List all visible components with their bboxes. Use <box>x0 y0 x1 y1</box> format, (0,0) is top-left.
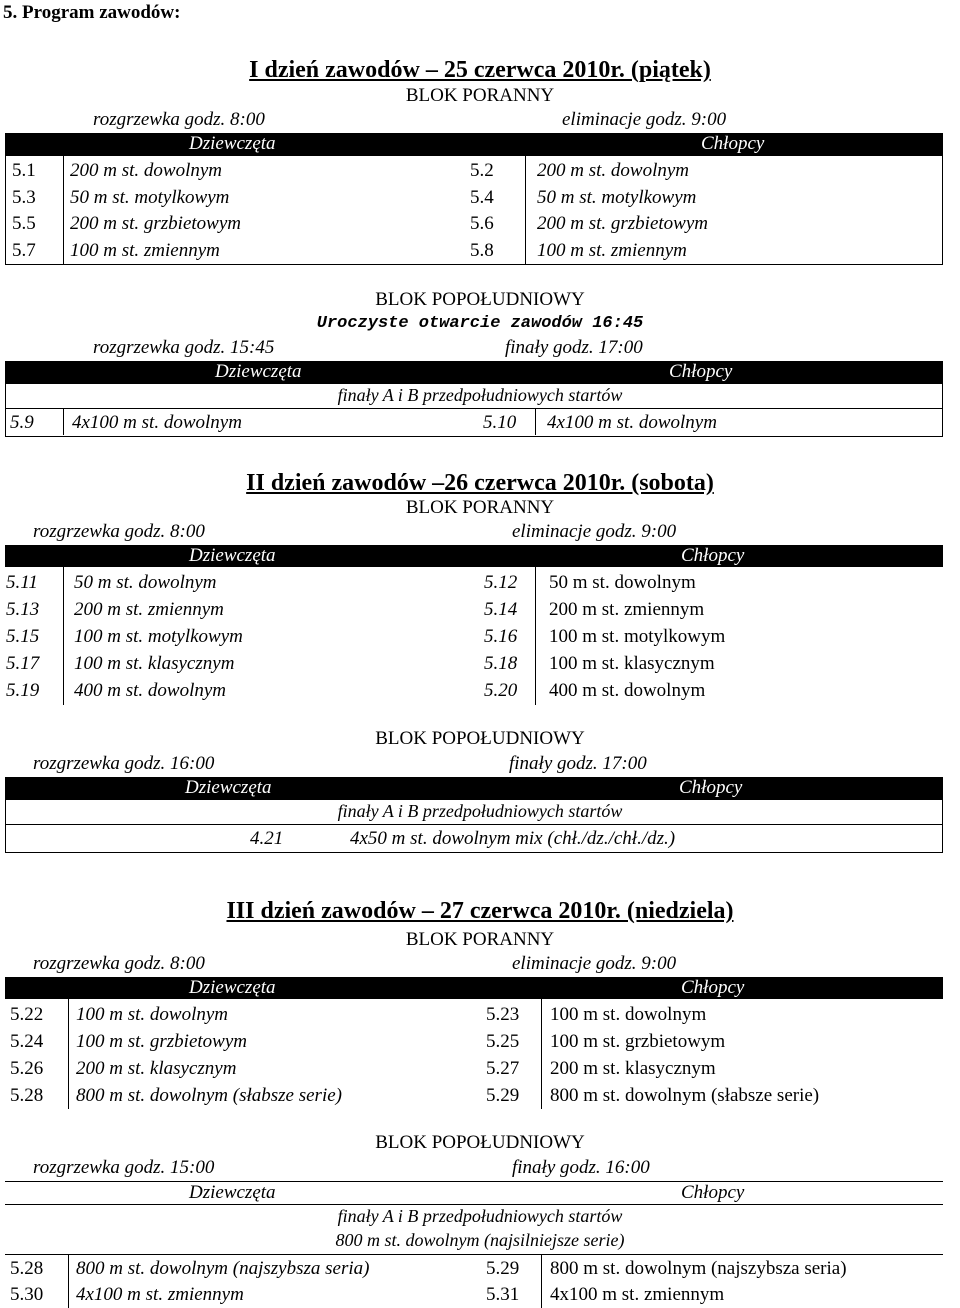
day-1-morning-warmup: rozgrzewka godz. 8:00 <box>93 109 265 130</box>
day-2-afternoon-header <box>5 777 943 799</box>
day-2-morning-start: eliminacje godz. 9:00 <box>512 521 677 542</box>
mix-event: 4x50 m st. dowolnym mix (chł./dz./chł./dz.) <box>350 828 676 849</box>
girls-label: Dziewczęta <box>185 777 272 798</box>
day-3-morning-warmup: rozgrzewka godz. 8:00 <box>33 953 205 974</box>
boys-label: Chłopcy <box>681 545 745 566</box>
day-1-afternoon-warmup: rozgrzewka godz. 15:45 <box>93 337 275 358</box>
boys-label: Chłopcy <box>701 133 765 154</box>
day-1-morning-start: eliminacje godz. 9:00 <box>562 109 727 130</box>
finals-note: finały A i B przedpołudniowych startów <box>337 385 623 405</box>
day-3-morning-header <box>5 977 943 999</box>
finals-note: finały A i B przedpołudniowych startów <box>337 1206 623 1226</box>
day-2-morning-warmup: rozgrzewka godz. 8:00 <box>33 521 205 542</box>
finals-note: finały A i B przedpołudniowych startów <box>337 801 623 821</box>
finals-note-800: 800 m st. dowolnym (najsilniejsze serie) <box>335 1230 625 1250</box>
day-1-afternoon-header <box>5 361 943 383</box>
boys-label: Chłopcy <box>681 977 745 998</box>
day-3-afternoon-block: BLOK POPOŁUDNIOWY <box>375 1132 585 1153</box>
girls-label: Dziewczęta <box>189 133 276 154</box>
girls-label: Dziewczęta <box>189 1182 276 1203</box>
day-1-morning-block: BLOK PORANNY <box>405 85 555 106</box>
boys-label: Chłopcy <box>679 777 743 798</box>
day-3-afternoon-warmup: rozgrzewka godz. 15:00 <box>33 1157 215 1178</box>
girls-label: Dziewczęta <box>189 977 276 998</box>
section-heading: 5. Program zawodów: <box>3 2 181 23</box>
day-2-title: II dzień zawodów –26 czerwca 2010r. (sobota) <box>246 470 714 496</box>
day-3-morning-start: eliminacje godz. 9:00 <box>512 953 677 974</box>
day-2-afternoon-start: finały godz. 17:00 <box>509 753 647 774</box>
day-2-morning-block: BLOK PORANNY <box>405 497 555 518</box>
day-3-afternoon-start: finały godz. 16:00 <box>512 1157 650 1178</box>
boys-label: Chłopcy <box>669 361 733 382</box>
boys-label: Chłopcy <box>681 1182 745 1203</box>
girls-label: Dziewczęta <box>215 361 302 382</box>
day-2-morning-header <box>5 545 943 567</box>
day-2-afternoon-warmup: rozgrzewka godz. 16:00 <box>33 753 215 774</box>
girls-label: Dziewczęta <box>189 545 276 566</box>
day-1-ceremony: Uroczyste otwarcie zawodów 16:45 <box>316 314 644 333</box>
day-3-morning-block: BLOK PORANNY <box>405 929 555 950</box>
day-1-afternoon-block: BLOK POPOŁUDNIOWY <box>375 289 585 310</box>
day-1-title: I dzień zawodów – 25 czerwca 2010r. (piątek) <box>249 57 711 83</box>
day-3-title: III dzień zawodów – 27 czerwca 2010r. (niedziela) <box>226 898 734 924</box>
day-3-afternoon-header <box>5 1181 943 1205</box>
day-2-afternoon-block: BLOK POPOŁUDNIOWY <box>375 728 585 749</box>
day-1-morning-header <box>5 133 943 155</box>
day-1-afternoon-start: finały godz. 17:00 <box>505 337 643 358</box>
mix-number: 4.21 <box>250 828 284 849</box>
